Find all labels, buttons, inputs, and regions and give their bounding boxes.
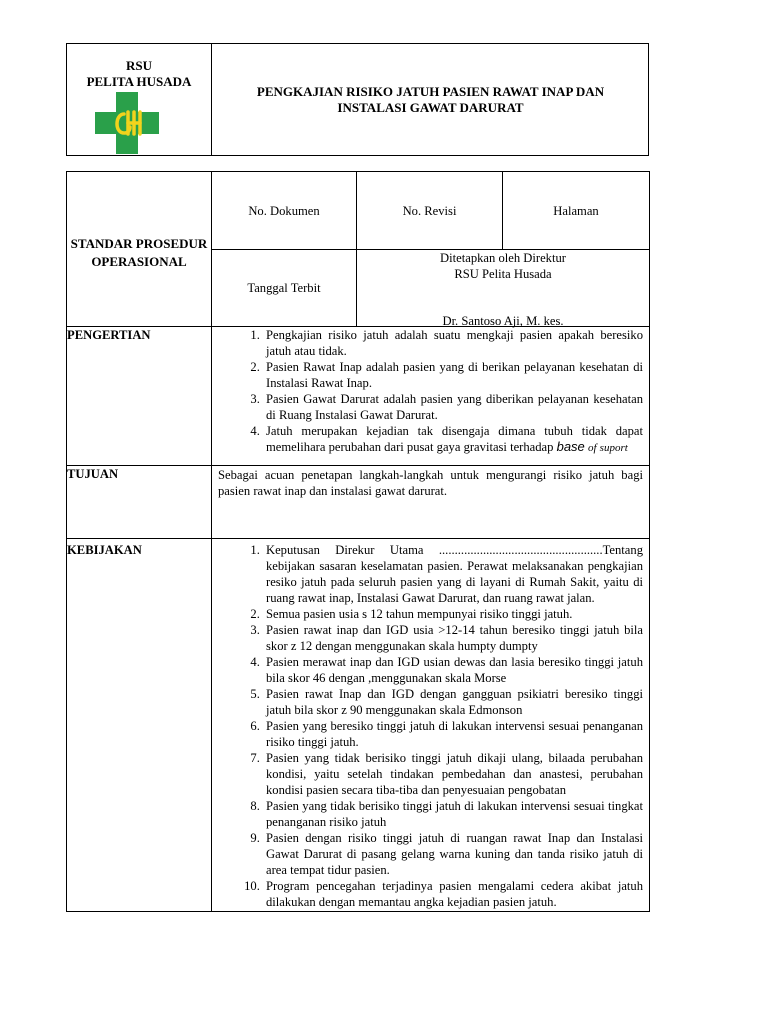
list-item: 6. Pasien yang beresiko tinggi jatuh di lakukan intervensi sesuai penanganan risiko tinggi jatuh.	[263, 718, 643, 750]
pengertian-label: PENGERTIAN	[67, 327, 212, 466]
term-of: of	[587, 442, 597, 454]
org-cell	[67, 44, 212, 155]
list-item: 9. Pasien dengan risiko tinggi jatuh di ruangan rawat Inap dan Instalasi Gawat Darurat di pasang gelang warna kuning dan tanda risiko jatuh di area tempat tidur pasien.	[263, 830, 643, 878]
sop-title-cell	[67, 172, 212, 327]
tujuan-content	[212, 466, 650, 539]
list-item: 10. Program pencegahan terjadinya pasien mengalami cedera akibat jatuh dilakukan dengan memantau angka kejadian pasien jatuh.	[263, 878, 643, 910]
list-item	[263, 423, 643, 456]
halaman-cell	[503, 172, 650, 250]
org-name: PELITA HUSADA	[86, 74, 192, 89]
list-item: 4. Pasien merawat inap dan IGD usian dewas dan lasia beresiko tinggi jatuh bila skor 46 dengan ,menggunakan skala Morse	[263, 654, 643, 686]
pengertian-row	[67, 327, 650, 466]
list-item: 7. Pasien yang tidak berisiko tinggi jatuh dikaji ulang, bilaada perubahan kondisi, yaitu setelah tindakan pembedahan dan anastesi, perubahan kondisi pasien secara tiba-tiba dan penyesuaian pengobatan	[263, 750, 643, 798]
kebijakan-label: KEBIJAKAN	[67, 539, 212, 912]
tanggal-terbit-cell	[212, 250, 357, 327]
hospital-logo-icon	[95, 92, 159, 154]
list-item: 5. Pasien rawat Inap dan IGD dengan gangguan psikiatri beresiko tinggi jatuh bila skor z 90 menggunakan skala Edmonson	[263, 686, 643, 718]
ditetapkan-cell	[357, 250, 650, 327]
list-item: 2. Semua pasien usia s 12 tahun mempunyai risiko tinggi jatuh.	[263, 606, 643, 622]
no-revisi-cell	[357, 172, 503, 250]
pengertian-list	[212, 327, 649, 456]
list-item: 1. Pengkajian risiko jatuh adalah suatu mengkaji pasien apakah beresiko jatuh atau tidak.	[263, 327, 643, 359]
list-item: 8. Pasien yang tidak berisiko tinggi jatuh di lakukan intervensi sesuai tingkat penanganan risiko jatuh	[263, 798, 643, 830]
pengertian-content	[212, 327, 650, 466]
tanggal-terbit-label: Tanggal Terbit	[247, 281, 321, 295]
sop-table	[66, 171, 650, 912]
tujuan-row	[67, 466, 650, 539]
org-line-1: RSU	[125, 58, 152, 73]
signatory-name: Dr. Santoso Aji, M. kes.	[442, 314, 564, 328]
kebijakan-list	[212, 542, 649, 910]
term-base: base	[556, 439, 585, 454]
kebijakan-row	[67, 539, 650, 912]
document-title: PENGKAJIAN RISIKO JATUH PASIEN RAWAT INAP DAN INSTALASI GAWAT DARURAT	[256, 83, 605, 115]
list-item: 3. Pasien rawat inap dan IGD usia >12-14 tahun beresiko tinggi jatuh bila skor z 12 dengan menggunakan skala humpty dumpty	[263, 622, 643, 654]
no-dokumen-label: No. Dokumen	[248, 203, 320, 218]
list-item: 3. Pasien Gawat Darurat adalah pasien yang diberikan pelayanan kesehatan di Ruang Instalasi Gawat Darurat.	[263, 391, 643, 423]
list-item: 1. Keputusan Direkur Utama ....................................................Tentang kebijakan sasaran keselamatan pasien. Perawat melaksanakan pengkajian resiko jatuh pada seluruh pasien yang di layani di Rumah Sakit, yaitu di ruang rawat inap, Instalasi Gawat Darurat, dan ruang rawat jalan.	[263, 542, 643, 606]
sop-title: STANDAR PROSEDUR OPERASIONAL	[70, 236, 208, 269]
tujuan-label: TUJUAN	[67, 466, 212, 539]
document-header	[66, 43, 649, 156]
no-revisi-label: No. Revisi	[402, 203, 457, 218]
tujuan-text: Sebagai acuan penetapan langkah-langkah untuk mengurangi risiko jatuh bagi pasien rawat inap dan instalasi gawat darurat.	[218, 468, 643, 498]
kebijakan-content	[212, 539, 650, 912]
ditetapkan-line-2: RSU Pelita Husada	[454, 267, 552, 281]
halaman-label: Halaman	[553, 203, 599, 218]
term-suport: suport	[599, 442, 628, 454]
list-item: 2. Pasien Rawat Inap adalah pasien yang di berikan pelayanan kesehatan di Instalasi Rawat Inap.	[263, 359, 643, 391]
ditetapkan-line-1: Ditetapkan oleh Direktur	[440, 251, 566, 265]
sop-meta-row	[67, 172, 650, 250]
pengertian-item-4-text: Jatuh merupakan kejadian tak disengaja dimana tubuh tidak dapat memelihara perubahan dari pusat gaya gravitasi terhadap	[266, 424, 643, 454]
no-dokumen-cell	[212, 172, 357, 250]
